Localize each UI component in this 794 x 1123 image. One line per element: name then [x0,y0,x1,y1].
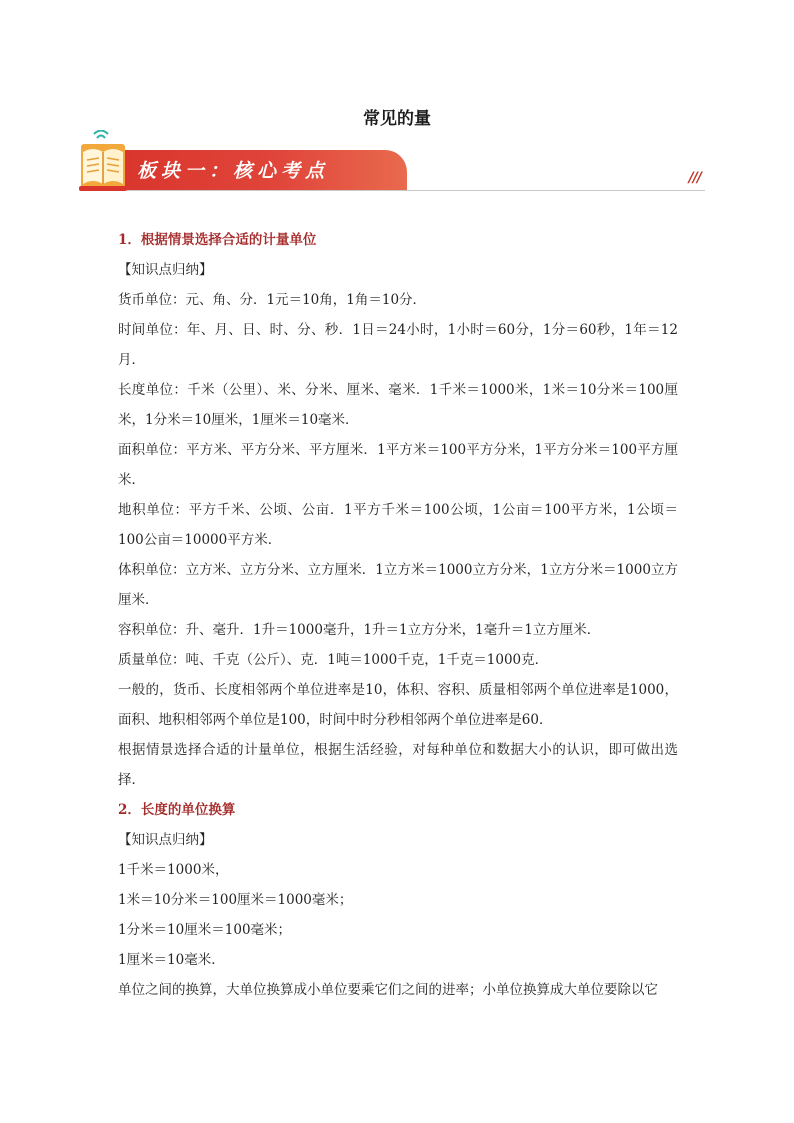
paragraph: 体积单位：立方米、立方分米、立方厘米．1立方米＝1000立方分米，1立方分米＝1000立方厘米． [118,562,678,608]
section-banner [75,130,705,194]
paragraph: 长度单位：千米（公里）、米、分米、厘米、毫米．1千米＝1000米，1米＝10分米＝100厘米，1分米＝10厘米，1厘米＝10毫米． [118,382,678,428]
paragraph: 时间单位：年、月、日、时、分、秒．1日＝24小时，1小时＝60分，1分＝60秒，1年＝12月． [118,322,678,368]
banner-divider-line [105,190,705,191]
paragraph: 货币单位：元、角、分．1元＝10角，1角＝10分． [118,292,427,308]
paragraph: 面积单位：平方米、平方分米、平方厘米．1平方米＝100平方分米，1平方分米＝100平方厘米． [118,442,678,488]
paragraph: 1分米＝10厘米＝100毫米； [118,922,292,938]
knowledge-tag: 【知识点归纳】 [118,832,213,848]
document-content [118,225,678,1005]
section-heading: 1．根据情景选择合适的计量单位 [118,232,317,248]
knowledge-tag: 【知识点归纳】 [118,262,213,278]
paragraph: 质量单位：吨、千克（公斤）、克．1吨＝1000千克，1千克＝1000克． [118,652,549,668]
page-title: 常见的量 [363,109,431,129]
paragraph: 地积单位：平方千米、公顷、公亩．1平方千米＝100公顷，1公亩＝100平方米，1公顷＝100公亩＝10000平方米． [118,502,678,548]
book-icon [75,130,135,194]
banner-label: 板块一：核心考点 [137,160,330,182]
paragraph: 根据情景选择合适的计量单位，根据生活经验，对每种单位和数据大小的认识，即可做出选择． [118,742,678,788]
paragraph: 1米＝10分米＝100厘米＝1000毫米； [118,892,353,908]
paragraph: 1厘米＝10毫米． [118,952,225,968]
paragraph: 一般的，货币、长度相邻两个单位进率是10，体积、容积、质量相邻两个单位进率是1000，面积、地积相邻两个单位是100，时间中时分秒相邻两个单位进率是60． [118,682,678,728]
paragraph: 单位之间的换算，大单位换算成小单位要乘它们之间的进率；小单位换算成大单位要除以它 [118,982,658,998]
paragraph: 容积单位：升、毫升．1升＝1000毫升，1升＝1立方分米，1毫升＝1立方厘米． [118,622,601,638]
banner-slash-decor: /// [688,170,701,186]
section-heading: 2．长度的单位换算 [118,802,236,818]
paragraph: 1千米＝1000米， [118,862,229,878]
